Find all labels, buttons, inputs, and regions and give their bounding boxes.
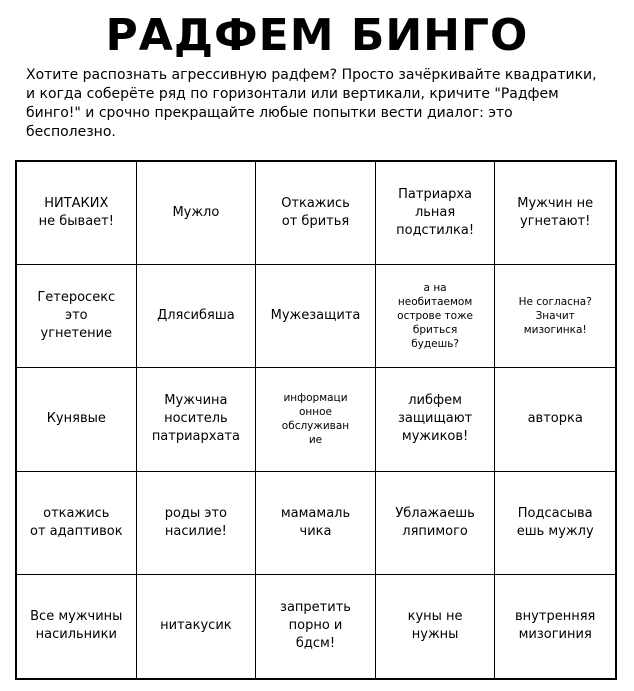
bingo-cell[interactable]: [256, 162, 376, 265]
bingo-cell-text: НИТАКИХ не бывает!: [38, 196, 114, 230]
bingo-cell[interactable]: [137, 472, 257, 575]
bingo-cell[interactable]: [256, 368, 376, 471]
bingo-cell[interactable]: [495, 472, 615, 575]
bingo-cell[interactable]: [137, 575, 257, 678]
bingo-cell[interactable]: [495, 575, 615, 678]
bingo-cell-text: Мужло: [172, 205, 220, 221]
bingo-cell[interactable]: [256, 472, 376, 575]
bingo-cell-text: Длясибяша: [157, 308, 235, 324]
bingo-cell-text: Кунявые: [46, 411, 106, 427]
bingo-cell[interactable]: [376, 162, 496, 265]
bingo-cell-text: нитакусик: [160, 618, 232, 634]
bingo-cell-text: Гетеросекс это угнетение: [37, 290, 116, 342]
bingo-cell-text: куны не нужны: [407, 609, 463, 643]
bingo-cell-text: роды это насилие!: [164, 505, 228, 539]
bingo-cell[interactable]: [17, 575, 137, 678]
bingo-cell[interactable]: [17, 162, 137, 265]
bingo-cell-text: Ублажаешь ляпимого: [395, 505, 475, 539]
bingo-cell-text: авторка: [527, 411, 583, 427]
bingo-cell[interactable]: [17, 368, 137, 471]
bingo-cell-text: запретить порно и бдсм!: [280, 600, 351, 652]
bingo-cell-text: Подсасыва ешь мужлу: [516, 505, 594, 539]
bingo-cell[interactable]: [256, 575, 376, 678]
page-title: РАДФЕМ БИНГО: [105, 10, 529, 61]
bingo-cell-text: Мужчин не угнетают!: [517, 196, 594, 230]
bingo-cell-text: Все мужчины насильники: [30, 609, 123, 643]
bingo-cell-text: откажись от адаптивок: [30, 505, 123, 539]
bingo-cell[interactable]: [376, 575, 496, 678]
intro-text: Хотите распознать агрессивную радфем? Просто зачёркивайте квадратики, и когда соберёте ряд по горизонтали или вертикали, кричите "Радфем бинго!" и срочно прекращайте любые попытки вести диалог: это бесполезно.: [26, 67, 597, 140]
bingo-cell-text: Не согласна? Значит мизогинка!: [518, 296, 592, 337]
bingo-cell-text: Мужчина носитель патриархата: [151, 393, 240, 445]
bingo-cell-text: а на необитаемом острове тоже бриться будешь?: [397, 282, 474, 351]
bingo-cell[interactable]: [137, 368, 257, 471]
bingo-cell-text: Мужезащита: [270, 308, 361, 324]
bingo-cell[interactable]: [376, 368, 496, 471]
bingo-cell-text: Патриарха льная подстилка!: [396, 187, 475, 239]
bingo-cell-text: Откажись от бритья: [281, 196, 350, 230]
bingo-cell[interactable]: [17, 472, 137, 575]
bingo-board: [15, 160, 617, 680]
bingo-cell-text: мамамаль чика: [280, 505, 351, 539]
bingo-cell[interactable]: [137, 265, 257, 368]
bingo-cell[interactable]: [376, 265, 496, 368]
bingo-cell[interactable]: [495, 162, 615, 265]
bingo-cell-text: либфем защищают мужиков!: [397, 393, 473, 445]
bingo-cell-text: внутренняя мизогиния: [515, 609, 596, 643]
bingo-cell[interactable]: [495, 368, 615, 471]
bingo-cell[interactable]: [495, 265, 615, 368]
bingo-cell-text: информаци онное обслуживан ие: [281, 392, 350, 447]
bingo-cell[interactable]: [256, 265, 376, 368]
bingo-cell[interactable]: [376, 472, 496, 575]
bingo-cell[interactable]: [17, 265, 137, 368]
bingo-cell[interactable]: [137, 162, 257, 265]
